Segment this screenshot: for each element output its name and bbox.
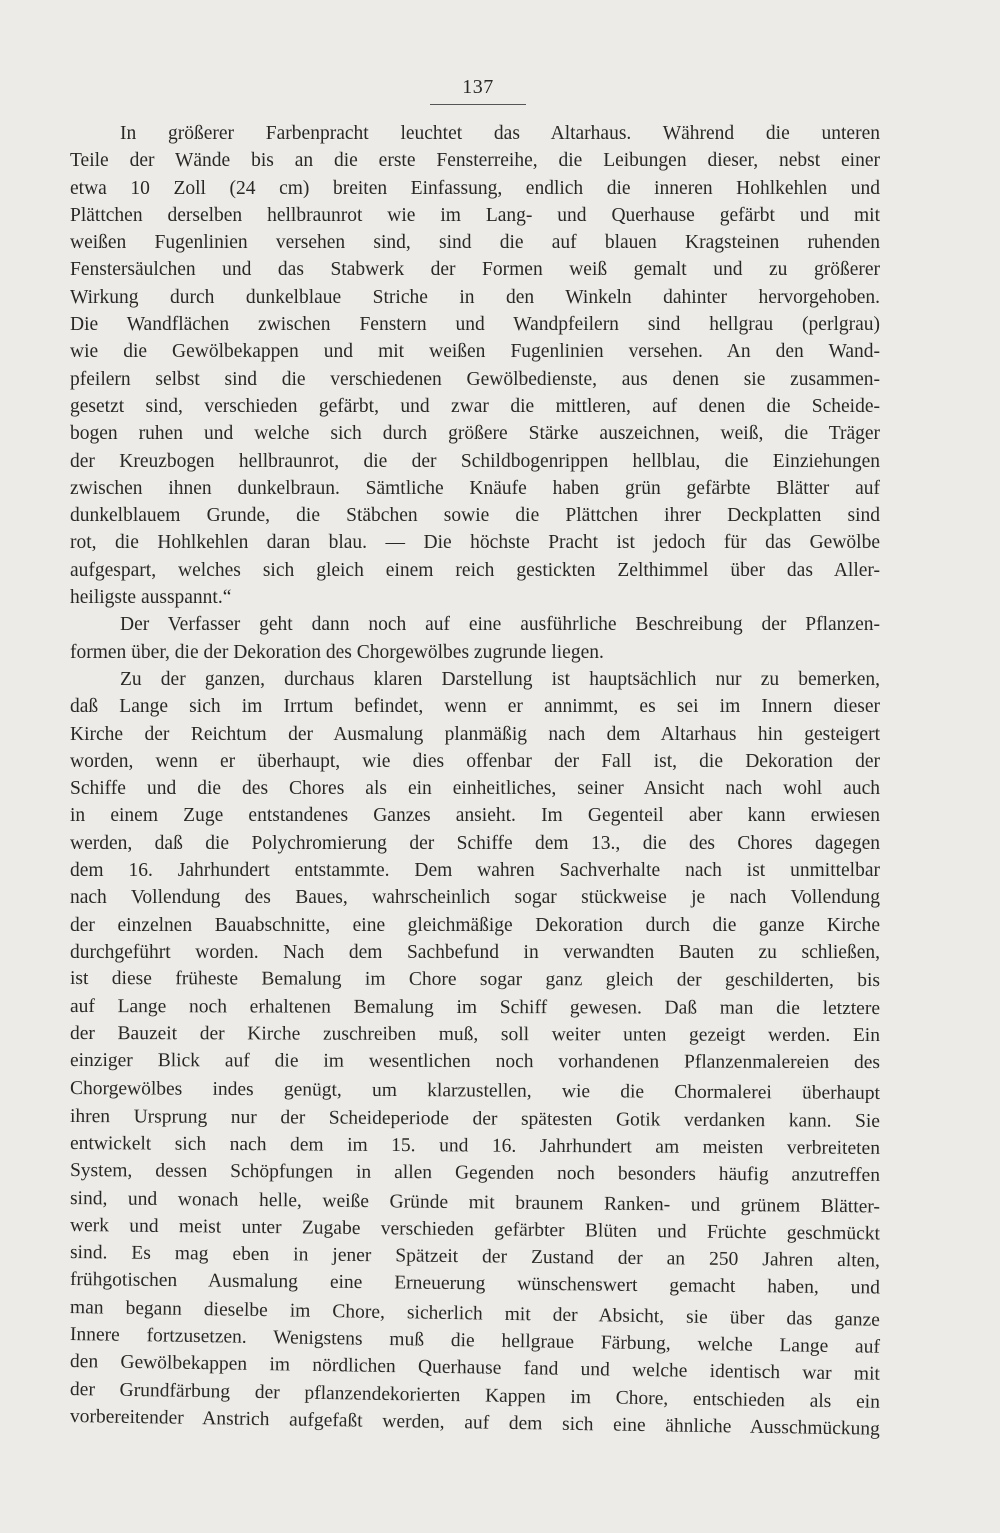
text-line: worden, wenn er überhaupt, wie dies offenbar der Fall ist, die Dekoration der (70, 750, 880, 772)
text-line: System, dessen Schöpfungen in allen Gegenden noch besonders häufig anzutreffen (69, 1160, 881, 1187)
body-text (69, 120, 881, 1440)
text-line: frühgotischen Ausmalung eine Erneuerung wünschenswert gemacht haben, und (69, 1269, 881, 1299)
text-line: nach Vollendung des Baues, wahrscheinlich sogar stückweise je nach Vollendung (70, 887, 880, 909)
text-line: Zu der ganzen, durchaus klaren Darstellung ist hauptsächlich nur zu bemerken, (120, 668, 880, 690)
text-line: der Bauzeit der Kirche zuschreiben muß, soll weiter unten gezeigt werden. Ein (69, 1022, 881, 1046)
text-line: formen über, die der Dekoration des Chorgewölbes zugrunde liegen. (70, 641, 604, 663)
page-number: 137 (462, 76, 494, 98)
text-line: werden, daß die Polychromierung der Schiffe dem 13., die des Chores dagegen (70, 832, 880, 854)
text-line: der Grundfärbung der pflanzendekorierten Kappen im Chore, entschieden als ein (69, 1378, 881, 1413)
page-number-rule (430, 104, 526, 105)
text-line: einziger Blick auf die im wesentlichen noch vorhandenen Pflanzenmalereien des (69, 1050, 881, 1074)
text-line: vorbereitender Anstrich aufgefaßt werden, auf dem sich eine ähnliche Ausschmückung (69, 1405, 881, 1440)
text-line: entwickelt sich nach dem im 15. und 16. Jahrhundert am meisten verbreiteten (69, 1132, 881, 1159)
text-line: etwa 10 Zoll (24 cm) breiten Einfassung, endlich die inneren Hohlkehlen und (70, 177, 880, 199)
text-line: der Kreuzbogen hellbraunrot, die der Schildbogenrippen hellblau, die Einziehungen (70, 450, 880, 472)
text-line: In größerer Farbenpracht leuchtet das Altarhaus. Während die unteren (120, 123, 880, 144)
text-line: daß Lange sich im Irrtum befindet, wenn er annimmt, es sei im Innern dieser (70, 696, 880, 718)
text-line: Wirkung durch dunkelblaue Striche in den Winkeln dahinter hervorgehoben. (70, 286, 880, 308)
text-line: bogen ruhen und welche sich durch größere Stärke auszeichnen, weiß, die Träger (70, 423, 880, 445)
text-line: Schiffe und die des Chores als ein einheitliches, seiner Ansicht nach wohl auch (70, 778, 880, 800)
text-line: in einem Zuge entstandenes Ganzes ansieht. Im Gegenteil aber kann erwiesen (70, 805, 880, 827)
text-line: Die Wandflächen zwischen Fenstern und Wandpfeilern sind hellgrau (perlgrau) (70, 314, 880, 336)
text-line: Fenstersäulchen und das Stabwerk der Formen weiß gemalt und zu größerer (70, 259, 880, 281)
text-line: aufgespart, welches sich gleich einem reich gestickten Zelthimmel über das Aller- (70, 559, 880, 581)
text-line: werk und meist unter Zugabe verschieden gefärbter Blüten und Früchte geschmückt (69, 1214, 881, 1245)
text-line: weißen Fugenlinien versehen sind, sind die auf blauen Kragsteinen ruhenden (70, 232, 880, 254)
text-line: man begann dieselbe im Chore, sicherlich mit der Absicht, sie über das ganze (69, 1296, 881, 1331)
text-line: durchgeführt worden. Nach dem Sachbefund in verwandten Bauten zu schließen, (70, 941, 880, 963)
text-line: rot, die Hohlkehlen daran blau. — Die höchste Pracht ist jedoch für das Gewölbe (70, 532, 880, 554)
text-line: sind. Es mag eben in jener Spätzeit der Zustand der an 250 Jahren alten, (69, 1242, 881, 1272)
text-line: Plättchen derselben hellbraunrot wie im Lang- und Querhause gefärbt und mit (70, 204, 880, 226)
text-line: zwischen ihnen dunkelbraun. Sämtliche Knäufe haben grün gefärbte Blätter auf (70, 477, 880, 499)
text-line: Chorgewölbes indes genügt, um klarzustellen, wie die Chormalerei überhaupt (69, 1078, 881, 1105)
text-line: ihren Ursprung nur der Scheideperiode der spätesten Gotik verdanken kann. Sie (69, 1105, 881, 1132)
text-line: dem 16. Jahrhundert entstammte. Dem wahren Sachverhalte nach ist unmittelbar (70, 860, 880, 882)
text-line: sind, und wonach helle, weiße Gründe mit braunem Ranken- und grünem Blätter- (69, 1187, 881, 1218)
text-line: heiligste ausspannt.“ (70, 587, 232, 609)
text-line: Innere fortzusetzen. Wenigstens muß die hellgraue Färbung, welche Lange auf (69, 1324, 881, 1358)
text-line: den Gewölbekappen im nördlichen Querhause fand und welche identisch war mit (69, 1351, 881, 1386)
text-line: Teile der Wände bis an die erste Fensterreihe, die Leibungen dieser, nebst einer (70, 150, 880, 172)
text-line: auf Lange noch erhaltenen Bemalung im Schiff gewesen. Daß man die letztere (69, 995, 881, 1019)
text-line: Kirche der Reichtum der Ausmalung planmäßig nach dem Altarhaus hin gesteigert (70, 723, 880, 745)
text-line: pfeilern selbst sind die verschiedenen Gewölbedienste, aus denen sie zusammen- (70, 368, 880, 390)
text-line: der einzelnen Bauabschnitte, eine gleichmäßige Dekoration durch die ganze Kirche (70, 914, 880, 936)
text-line: ist diese früheste Bemalung im Chore sogar ganz gleich der geschilderten, bis (69, 968, 881, 992)
text-line: wie die Gewölbekappen und mit weißen Fugenlinien versehen. An den Wand- (70, 341, 880, 363)
text-line: dunkelblauem Grunde, die Stäbchen sowie die Plättchen ihrer Deckplatten sind (70, 505, 880, 527)
text-line: Der Verfasser geht dann noch auf eine ausführliche Beschreibung der Pflanzen- (120, 614, 880, 636)
text-line: gesetzt sind, verschieden gefärbt, und zwar die mittleren, auf denen die Scheide- (70, 395, 880, 417)
